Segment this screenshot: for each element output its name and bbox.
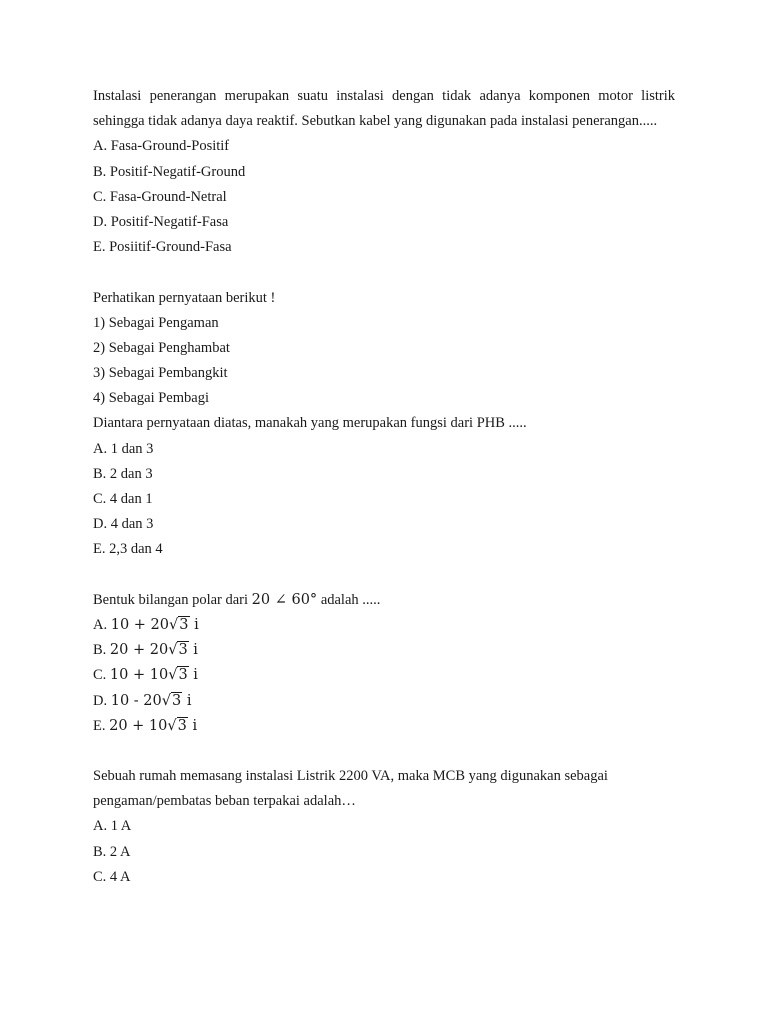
radical-sign-icon: √ <box>167 717 177 734</box>
question-4-option-b: B. 2 A <box>93 843 131 860</box>
square-root <box>162 689 182 714</box>
option-expression: 10 + 20 <box>110 616 170 633</box>
question-4-stem-line-1: Sebuah rumah memasang instalasi Listrik 2200 VA, maka MCB yang digunakan sebagai <box>93 768 608 785</box>
radical-sign-icon: √ <box>161 692 172 709</box>
radicand: 3 <box>172 692 182 709</box>
question-1-stem: Instalasi penerangan merupakan suatu instalasi dengan tidak adanya komponen motor listrik sehingga tidak adanya daya reaktif. Sebutkan kabel yang digunakan pada instalasi penerangan..... <box>93 88 675 130</box>
square-root <box>168 663 188 688</box>
document-page <box>93 84 675 890</box>
question-2-statement-3: 3) Sebagai Pembangkit <box>93 365 228 382</box>
option-expression: 20 + 20 <box>109 642 169 659</box>
imaginary-unit: i <box>189 616 199 633</box>
radicand: 3 <box>178 642 188 659</box>
question-1-option-a: A. Fasa-Ground-Positif <box>93 138 230 155</box>
question-3-option-b <box>93 638 675 663</box>
question-1-option-b: B. Positif-Negatif-Ground <box>93 163 246 180</box>
spacer <box>93 739 675 764</box>
radical-sign-icon: √ <box>168 667 178 684</box>
question-2-option-e: E. 2,3 dan 4 <box>93 541 163 558</box>
question-1-option-d: D. Positif-Negatif-Fasa <box>93 213 229 230</box>
square-root <box>167 714 187 739</box>
question-2-option-a: A. 1 dan 3 <box>93 440 154 457</box>
option-expression: 10 + 10 <box>109 667 169 684</box>
question-3-option-c <box>93 663 675 688</box>
option-label: C. <box>93 667 110 684</box>
question-2-statement-4: 4) Sebagai Pembagi <box>93 390 209 407</box>
radical-sign-icon: √ <box>169 616 179 633</box>
square-root <box>168 638 188 663</box>
radicand: 3 <box>178 667 188 684</box>
question-2-statement-2: 2) Sebagai Penghambat <box>93 339 230 356</box>
option-label: B. <box>93 642 110 659</box>
question-4-option-c: C. 4 A <box>93 868 131 885</box>
imaginary-unit: i <box>188 642 198 659</box>
option-expression: 20 + 10 <box>109 717 168 734</box>
question-3-option-a <box>93 613 675 638</box>
question-4-stem-line-2: pengaman/pembatas beban terpakai adalah… <box>93 793 356 810</box>
question-3-stem-text: Bentuk bilangan polar dari <box>93 591 252 608</box>
question-3-option-d <box>93 689 675 714</box>
question-4-option-a: A. 1 A <box>93 818 132 835</box>
question-3-option-e <box>93 714 675 739</box>
question-2-option-b: B. 2 dan 3 <box>93 465 153 482</box>
imaginary-unit: i <box>188 667 198 684</box>
question-1-option-c: C. Fasa-Ground-Netral <box>93 188 227 205</box>
question-2-option-c: C. 4 dan 1 <box>93 491 153 508</box>
spacer <box>93 260 675 285</box>
question-3-stem-end: adalah ..... <box>317 591 381 608</box>
radicand: 3 <box>179 616 189 633</box>
question-3 <box>93 588 675 739</box>
question-2-stem: Diantara pernyataan diatas, manakah yang merupakan fungsi dari PHB ..... <box>93 415 527 432</box>
spacer <box>93 563 675 588</box>
question-2 <box>93 286 675 563</box>
radicand: 3 <box>177 717 187 734</box>
option-label: D. <box>93 692 111 709</box>
option-expression: 10 - 20 <box>110 692 162 709</box>
imaginary-unit: i <box>182 692 192 709</box>
option-label: A. <box>93 616 111 633</box>
option-label: E. <box>93 717 110 734</box>
question-1 <box>93 84 675 260</box>
question-2-option-d: D. 4 dan 3 <box>93 516 154 533</box>
question-4 <box>93 764 675 890</box>
question-2-intro: Perhatikan pernyataan berikut ! <box>93 289 276 306</box>
radical-sign-icon: √ <box>168 642 178 659</box>
question-1-option-e: E. Posiitif-Ground-Fasa <box>93 239 232 256</box>
polar-expression: 20 ∠ 60° <box>251 591 318 608</box>
square-root <box>169 613 189 638</box>
imaginary-unit: i <box>187 717 198 734</box>
question-2-statement-1: 1) Sebagai Pengaman <box>93 314 219 331</box>
question-3-stem <box>93 588 675 613</box>
